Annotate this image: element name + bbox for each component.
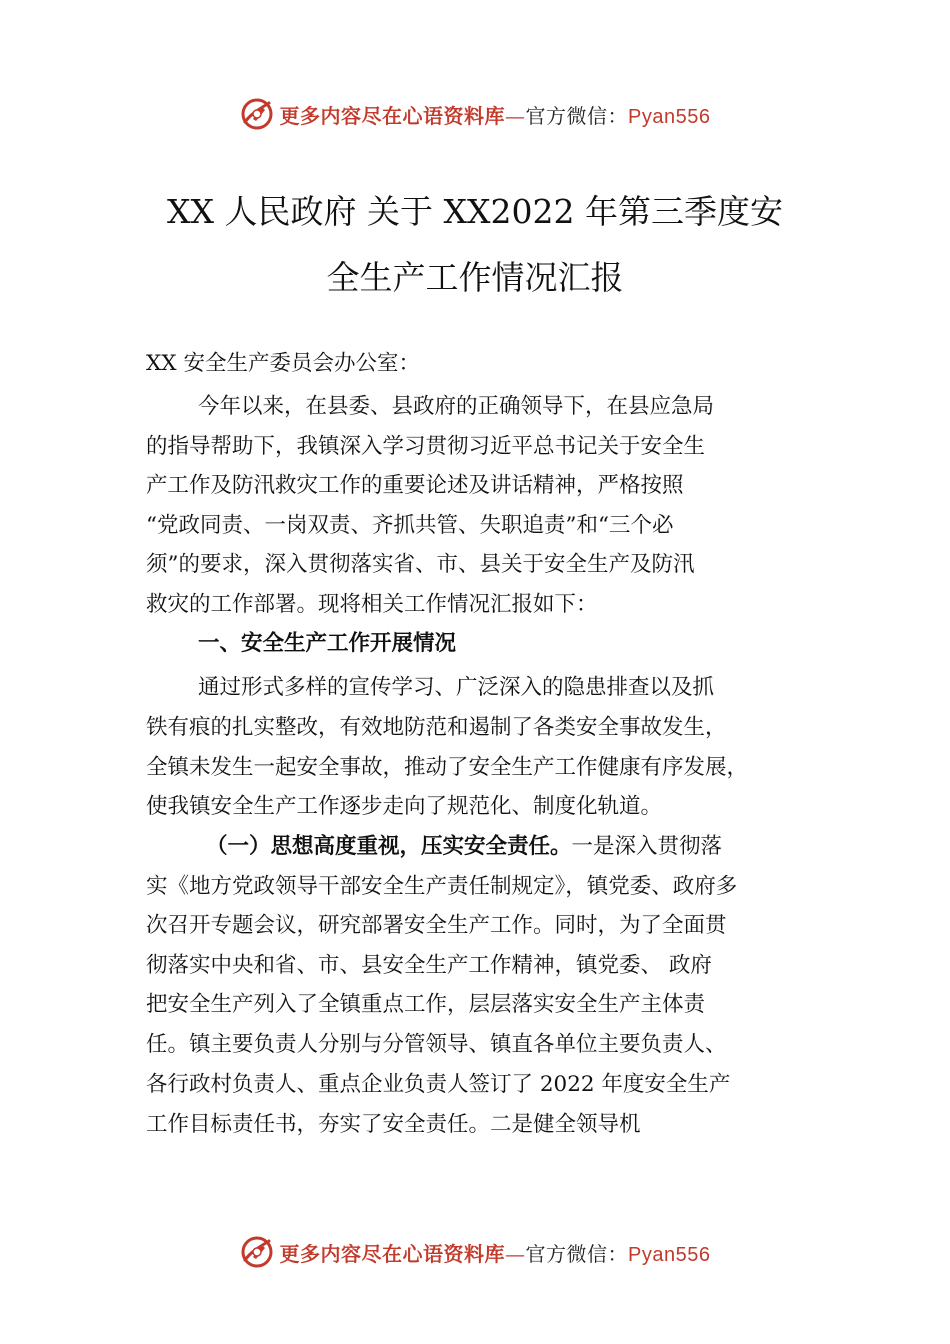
watermark-label: 官方微信 xyxy=(525,103,608,128)
addressee: XX 安全生产委员会办公室： xyxy=(146,351,420,376)
watermark-text xyxy=(280,100,711,129)
subsection-heading: （一）思想高度重视，压实安全责任。 xyxy=(206,834,572,859)
watermark-dash: — xyxy=(505,1241,526,1266)
watermark-colon: ： xyxy=(607,1241,629,1266)
watermark-dash: — xyxy=(505,103,526,128)
subsection-first-line xyxy=(206,833,722,861)
watermark-colon: ： xyxy=(607,103,629,128)
pen-circle-logo-icon xyxy=(240,1235,274,1269)
document-title-line-2: 全生产工作情况汇报 xyxy=(326,258,624,297)
section-line: 通过形式多样的宣传学习、广泛深入的隐患排查以及抓 xyxy=(198,675,715,700)
watermark-brand: 更多内容尽在心语资料库 xyxy=(279,1241,506,1266)
subsection-line: 彻落实中央和省、市、县安全生产工作精神，镇党委、 政府 xyxy=(146,953,712,978)
watermark-brand: 更多内容尽在心语资料库 xyxy=(279,103,506,128)
subsection-line: 实《地方党政领导干部安全生产责任制规定》，镇党委、政府多 xyxy=(146,874,738,899)
subsection-line: 各行政村负责人、重点企业负责人签订了 2022 年度安全生产 xyxy=(146,1072,731,1097)
document-title-line-1: XX 人民政府 关于 XX2022 年第三季度安 xyxy=(167,192,783,231)
watermark-text xyxy=(280,1238,711,1267)
intro-line: 今年以来，在县委、县政府的正确领导下，在县应急局 xyxy=(198,394,715,419)
subsection-text: 一是深入贯彻落 xyxy=(571,834,723,859)
section-line: 使我镇安全生产工作逐步走向了规范化、制度化轨道。 xyxy=(146,794,663,819)
pen-circle-logo-icon xyxy=(240,97,274,131)
subsection-line: 把安全生产列入了全镇重点工作，层层落实安全生产主体责 xyxy=(146,992,706,1017)
subsection-line: 任。镇主要负责人分别与分管领导、镇直各单位主要负责人、 xyxy=(146,1032,727,1057)
watermark-wechat-id: Pyan556 xyxy=(628,1243,711,1266)
watermark-banner-top xyxy=(0,94,950,134)
watermark-label: 官方微信 xyxy=(525,1241,608,1266)
intro-line: 救灾的工作部署。现将相关工作情况汇报如下： xyxy=(146,592,598,617)
intro-line: “党政同责、一岗双责、齐抓共管、失职追责”和“三个必 xyxy=(146,513,674,538)
watermark-wechat-id: Pyan556 xyxy=(628,105,711,128)
subsection-line: 次召开专题会议，研究部署安全生产工作。同时，为了全面贯 xyxy=(146,913,727,938)
section-line: 铁有痕的扎实整改，有效地防范和遏制了各类安全事故发生， xyxy=(146,715,727,740)
intro-line: 产工作及防汛救灾工作的重要论述及讲话精神，严格按照 xyxy=(146,473,684,498)
intro-line: 的指导帮助下，我镇深入学习贯彻习近平总书记关于安全生 xyxy=(146,434,706,459)
intro-line: 须”的要求，深入贯彻落实省、市、县关于安全生产及防汛 xyxy=(146,552,695,577)
subsection-line: 工作目标责任书，夯实了安全责任。二是健全领导机 xyxy=(146,1112,641,1137)
watermark-banner-bottom xyxy=(0,1232,950,1272)
section-line: 全镇未发生一起安全事故，推动了安全生产工作健康有序发展， xyxy=(146,755,749,780)
section-heading: 一、安全生产工作开展情况 xyxy=(198,631,457,656)
